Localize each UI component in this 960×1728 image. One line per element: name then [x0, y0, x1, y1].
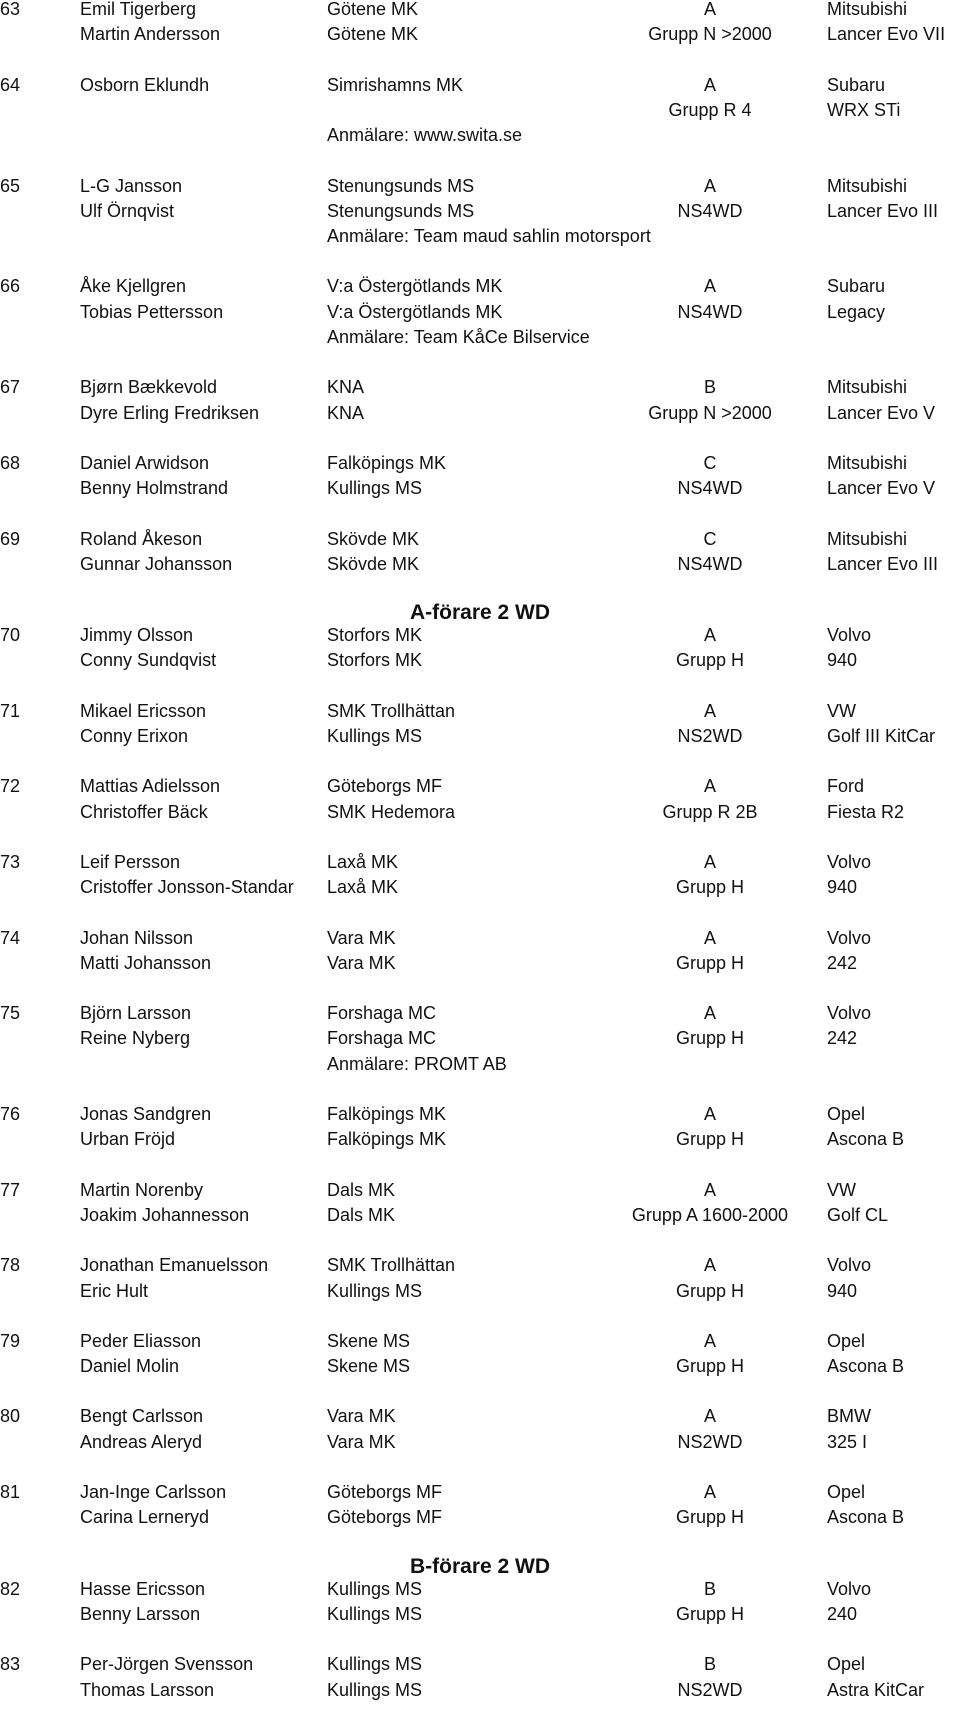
entrant-note: Anmälare: Team KåCe Bilservice: [327, 327, 590, 347]
car-make: Mitsubishi: [827, 0, 908, 19]
codriver-club: Vara MK: [327, 952, 396, 973]
entry-row-driver: [0, 451, 960, 476]
entry-row-driver: [0, 1652, 960, 1677]
driver-club: Forshaga MC: [327, 1003, 437, 1024]
car-make: Ford: [827, 776, 865, 797]
driver-class: A: [703, 700, 716, 721]
driver-name: Johan Nilsson: [80, 927, 194, 948]
car-make: BMW: [827, 1406, 871, 1427]
codriver-club: Kullings MS: [327, 1280, 423, 1301]
car-model: Lancer Evo III: [827, 200, 939, 221]
codriver-name: Martin Andersson: [80, 24, 221, 45]
codriver-club: Skövde MK: [327, 553, 420, 574]
car-model: 940: [827, 650, 858, 671]
car-model: Fiesta R2: [827, 801, 905, 822]
car-group: Grupp A 1600-2000: [631, 1204, 789, 1225]
start-number: 76: [0, 1104, 21, 1124]
driver-class: C: [703, 452, 717, 473]
car-make: Volvo: [827, 1003, 872, 1024]
entry-row-codriver: [0, 552, 960, 577]
codriver-club: Kullings MS: [327, 1603, 423, 1624]
driver-club: Kullings MS: [327, 1654, 423, 1675]
car-model: Lancer Evo V: [827, 402, 936, 423]
car-make: Opel: [827, 1330, 866, 1351]
start-number: 74: [0, 927, 21, 948]
codriver-name: Dyre Erling Fredriksen: [80, 402, 260, 423]
driver-name: Daniel Arwidson: [80, 452, 210, 473]
car-model: 242: [827, 1028, 858, 1049]
codriver-club: Stenungsunds MS: [327, 200, 475, 221]
driver-club: SMK Trollhättan: [327, 700, 456, 721]
car-model: 242: [827, 952, 858, 973]
entry-row-codriver: [0, 1127, 960, 1152]
driver-club: Laxå MK: [327, 851, 399, 872]
car-group: Grupp H: [675, 1028, 745, 1049]
car-group: Grupp N >2000: [648, 24, 772, 45]
start-number: 80: [0, 1406, 21, 1427]
car-model: Lancer Evo VII: [827, 24, 946, 45]
driver-name: Bjørn Bækkevold: [80, 377, 218, 398]
codriver-name: Daniel Molin: [80, 1356, 180, 1377]
driver-club: Stenungsunds MS: [327, 175, 475, 196]
codriver-club: Götene MK: [327, 24, 419, 45]
entry-row-entrant: [0, 325, 960, 350]
car-group: NS2WD: [677, 1679, 743, 1700]
driver-class: A: [703, 776, 716, 797]
car-model: 940: [827, 877, 858, 898]
entry-row-codriver: [0, 476, 960, 501]
car-make: Volvo: [827, 1578, 872, 1599]
codriver-club: Kullings MS: [327, 1679, 423, 1700]
car-group: NS4WD: [677, 478, 743, 499]
driver-name: Peder Eliasson: [80, 1330, 202, 1351]
car-group: NS2WD: [677, 726, 743, 746]
car-group: NS2WD: [677, 1431, 743, 1452]
entry-row-codriver: [0, 724, 960, 749]
driver-name: Mikael Ericsson: [80, 700, 207, 721]
entry-row-driver: [0, 1404, 960, 1429]
entry-row-codriver: [0, 401, 960, 426]
driver-name: Jonathan Emanuelsson: [80, 1255, 269, 1276]
entry-row-driver: [0, 1001, 960, 1026]
driver-class: C: [703, 528, 717, 549]
entry-row-codriver: [0, 1354, 960, 1379]
entry-row-driver: [0, 926, 960, 951]
codriver-name: Christoffer Bäck: [80, 801, 208, 822]
driver-name: Åke Kjellgren: [80, 276, 187, 297]
codriver-name: Andreas Aleryd: [80, 1431, 203, 1452]
entry-row-driver: [0, 1577, 960, 1602]
driver-class: A: [703, 851, 716, 872]
car-model: Ascona B: [827, 1507, 905, 1528]
codriver-name: Conny Sundqvist: [80, 650, 217, 671]
entry-row-codriver: [0, 300, 960, 325]
car-group: Grupp H: [675, 1129, 745, 1150]
car-make: Opel: [827, 1654, 866, 1675]
entry-row-codriver: [0, 951, 960, 976]
start-number: 71: [0, 700, 21, 721]
entry-row-driver: [0, 1178, 960, 1203]
car-model: 940: [827, 1280, 858, 1301]
driver-name: Martin Norenby: [80, 1179, 204, 1200]
codriver-name: Cristoffer Jonsson-Standar: [80, 877, 294, 898]
entry-row-driver: [0, 274, 960, 299]
driver-class: A: [703, 1330, 716, 1351]
car-group: NS4WD: [677, 553, 743, 574]
driver-class: B: [703, 1654, 716, 1675]
driver-club: Göteborgs MF: [327, 776, 443, 797]
driver-class: A: [703, 927, 716, 948]
entry-row-codriver: [0, 1602, 960, 1627]
entry-row-codriver: [0, 22, 960, 47]
codriver-name: Joakim Johannesson: [80, 1204, 250, 1225]
codriver-club: KNA: [327, 402, 365, 423]
start-number: 81: [0, 1482, 21, 1502]
entrant-note: Anmälare: PROMT AB: [327, 1053, 507, 1074]
entry-row-driver: [0, 375, 960, 400]
start-number: 73: [0, 851, 21, 872]
entry-row-driver: [0, 774, 960, 799]
entry-row-driver: [0, 1329, 960, 1354]
entry-row-driver: [0, 1102, 960, 1127]
driver-club: SMK Trollhättan: [327, 1255, 456, 1276]
driver-class: A: [703, 74, 716, 95]
car-group: Grupp H: [675, 877, 745, 898]
driver-name: L-G Jansson: [80, 175, 183, 196]
codriver-name: Thomas Larsson: [80, 1679, 215, 1700]
codriver-club: Göteborgs MF: [327, 1507, 443, 1528]
entry-row-driver: [0, 1480, 960, 1505]
start-number: 75: [0, 1003, 21, 1024]
car-make: Mitsubishi: [827, 528, 908, 549]
codriver-name: Eric Hult: [80, 1280, 149, 1301]
codriver-name: Conny Erixon: [80, 726, 189, 746]
driver-class: A: [703, 1104, 716, 1124]
car-model: 240: [827, 1603, 858, 1624]
car-group: NS4WD: [677, 301, 743, 322]
start-number: 69: [0, 528, 21, 549]
driver-name: Björn Larsson: [80, 1003, 192, 1024]
section-heading: A-förare 2 WD: [409, 601, 551, 625]
driver-class: B: [703, 377, 716, 398]
entry-row-entrant: [0, 1052, 960, 1077]
driver-class: A: [703, 1482, 716, 1502]
driver-name: Bengt Carlsson: [80, 1406, 204, 1427]
driver-club: Götene MK: [327, 0, 419, 19]
car-model: Lancer Evo V: [827, 478, 936, 499]
driver-club: KNA: [327, 377, 365, 398]
driver-club: Kullings MS: [327, 1578, 423, 1599]
entry-row-codriver: [0, 1203, 960, 1228]
driver-club: Vara MK: [327, 927, 396, 948]
codriver-name: Benny Larsson: [80, 1603, 201, 1624]
car-group: Grupp R 4: [668, 99, 752, 120]
driver-name: Mattias Adielsson: [80, 776, 221, 797]
driver-club: Storfors MK: [327, 625, 423, 646]
car-make: Mitsubishi: [827, 452, 908, 473]
car-group: Grupp H: [675, 650, 745, 671]
car-make: Volvo: [827, 851, 872, 872]
car-make: Volvo: [827, 1255, 872, 1276]
car-make: Volvo: [827, 625, 872, 646]
entry-row-codriver: [0, 875, 960, 900]
codriver-name: Gunnar Johansson: [80, 553, 233, 574]
driver-club: Falköpings MK: [327, 1104, 447, 1124]
codriver-club: Laxå MK: [327, 877, 399, 898]
driver-club: Skövde MK: [327, 528, 420, 549]
start-number: 83: [0, 1654, 21, 1675]
driver-class: A: [703, 1179, 716, 1200]
driver-name: Per-Jörgen Svensson: [80, 1654, 254, 1675]
car-group: Grupp H: [675, 952, 745, 973]
start-number: 68: [0, 452, 21, 473]
car-model: Ascona B: [827, 1356, 905, 1377]
entry-row-codriver: [0, 1279, 960, 1304]
entry-row-codriver: [0, 1678, 960, 1703]
entry-row-driver: [0, 623, 960, 648]
codriver-club: Forshaga MC: [327, 1028, 437, 1049]
car-model: Astra KitCar: [827, 1679, 925, 1700]
driver-name: Roland Åkeson: [80, 528, 203, 549]
start-number: 77: [0, 1179, 21, 1200]
driver-club: Vara MK: [327, 1406, 396, 1427]
codriver-club: Dals MK: [327, 1204, 396, 1225]
entry-row-entrant: [0, 123, 960, 148]
entry-row-driver: [0, 1253, 960, 1278]
driver-name: Hasse Ericsson: [80, 1578, 206, 1599]
codriver-name: Tobias Pettersson: [80, 301, 224, 322]
car-model: Golf III KitCar: [827, 726, 936, 746]
codriver-club: SMK Hedemora: [327, 801, 456, 822]
driver-class: A: [703, 625, 716, 646]
codriver-name: Reine Nyberg: [80, 1028, 191, 1049]
codriver-club: Vara MK: [327, 1431, 396, 1452]
codriver-name: Benny Holmstrand: [80, 478, 229, 499]
driver-club: Dals MK: [327, 1179, 396, 1200]
codriver-club: Kullings MS: [327, 726, 423, 746]
driver-name: Osborn Eklundh: [80, 74, 210, 95]
car-make: VW: [827, 1179, 856, 1200]
codriver-name: Urban Fröjd: [80, 1129, 176, 1150]
entry-row-driver: [0, 0, 960, 22]
driver-class: A: [703, 1406, 716, 1427]
entry-row-codriver: [0, 98, 960, 123]
car-model: Ascona B: [827, 1129, 905, 1150]
car-group: Grupp R 2B: [662, 801, 758, 822]
entrant-note: Anmälare: Team maud sahlin motorsport: [327, 226, 651, 247]
driver-club: Falköpings MK: [327, 452, 447, 473]
car-group: NS4WD: [677, 200, 743, 221]
car-make: Subaru: [827, 276, 886, 297]
codriver-club: Skene MS: [327, 1356, 411, 1377]
car-group: Grupp N >2000: [648, 402, 772, 423]
car-make: Mitsubishi: [827, 377, 908, 398]
car-make: Volvo: [827, 927, 872, 948]
driver-class: A: [703, 0, 716, 19]
car-make: Mitsubishi: [827, 175, 908, 196]
car-make: Opel: [827, 1104, 866, 1124]
entry-row-driver: [0, 174, 960, 199]
start-number: 65: [0, 175, 21, 196]
entry-row-codriver: [0, 1505, 960, 1530]
car-model: Lancer Evo III: [827, 553, 939, 574]
driver-class: B: [703, 1578, 716, 1599]
driver-name: Jimmy Olsson: [80, 625, 194, 646]
car-make: VW: [827, 700, 856, 721]
start-number: 78: [0, 1255, 21, 1276]
car-model: Golf CL: [827, 1204, 889, 1225]
codriver-club: V:a Östergötlands MK: [327, 301, 503, 322]
start-number: 79: [0, 1330, 21, 1351]
entry-row-codriver: [0, 1430, 960, 1455]
car-make: Opel: [827, 1482, 866, 1502]
driver-name: Emil Tigerberg: [80, 0, 197, 19]
car-make: Subaru: [827, 74, 886, 95]
codriver-club: Storfors MK: [327, 650, 423, 671]
car-group: Grupp H: [675, 1603, 745, 1624]
driver-club: V:a Östergötlands MK: [327, 276, 503, 297]
car-group: Grupp H: [675, 1280, 745, 1301]
car-model: 325 I: [827, 1431, 868, 1452]
codriver-name: Matti Johansson: [80, 952, 212, 973]
codriver-club: Falköpings MK: [327, 1129, 447, 1150]
start-number: 63: [0, 0, 21, 19]
entry-row-driver: [0, 699, 960, 724]
entry-row-entrant: [0, 224, 960, 249]
car-group: Grupp H: [675, 1507, 745, 1528]
codriver-name: Ulf Örnqvist: [80, 200, 175, 221]
driver-name: Jonas Sandgren: [80, 1104, 212, 1124]
entry-row-codriver: [0, 1026, 960, 1051]
entrant-note: Anmälare: www.swita.se: [327, 125, 523, 146]
entry-row-codriver: [0, 199, 960, 224]
start-number: 67: [0, 377, 21, 398]
start-number: 66: [0, 276, 21, 297]
driver-class: A: [703, 1003, 716, 1024]
entry-row-codriver: [0, 648, 960, 673]
driver-club: Skene MS: [327, 1330, 411, 1351]
section-heading: B-förare 2 WD: [409, 1554, 551, 1578]
codriver-club: Kullings MS: [327, 478, 423, 499]
car-model: Legacy: [827, 301, 886, 322]
entry-row-driver: [0, 73, 960, 98]
car-group: Grupp H: [675, 1356, 745, 1377]
entry-row-codriver: [0, 800, 960, 825]
driver-class: A: [703, 1255, 716, 1276]
car-model: WRX STi: [827, 99, 901, 120]
start-number: 82: [0, 1578, 21, 1599]
driver-name: Leif Persson: [80, 851, 181, 872]
driver-class: A: [703, 175, 716, 196]
start-number: 64: [0, 74, 21, 95]
driver-club: Göteborgs MF: [327, 1482, 443, 1502]
start-number: 72: [0, 776, 21, 797]
driver-class: A: [703, 276, 716, 297]
codriver-name: Carina Lerneryd: [80, 1507, 210, 1528]
entry-row-driver: [0, 850, 960, 875]
driver-name: Jan-Inge Carlsson: [80, 1482, 227, 1502]
start-number: 70: [0, 625, 21, 646]
driver-club: Simrishamns MK: [327, 74, 464, 95]
entry-row-driver: [0, 527, 960, 552]
